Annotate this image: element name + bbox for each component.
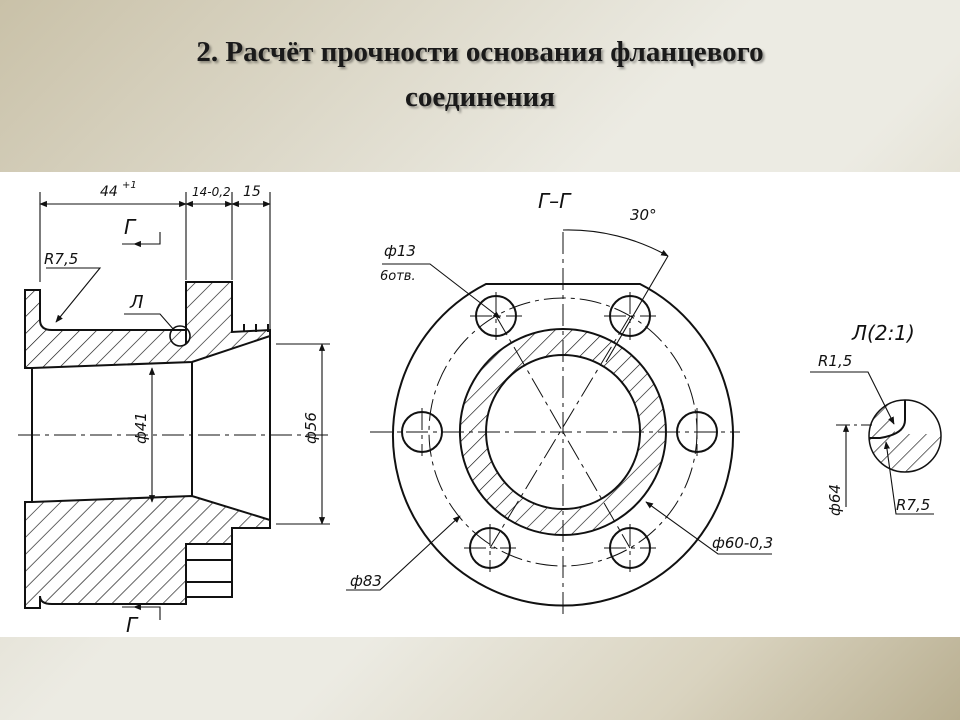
dia-41: ф41: [132, 412, 150, 444]
detail-radius-large: R7,5: [896, 496, 931, 514]
dia-60: ф60-0,3: [712, 534, 774, 552]
slide-title-line-1: 2. Расчёт прочности основания фланцевого: [196, 36, 764, 68]
hole-count: 6отв.: [380, 269, 416, 284]
dim-44: 44: [100, 184, 118, 200]
detail-label: Л(2:1): [852, 321, 915, 345]
slide-title-line-2: соединения: [405, 81, 555, 113]
detail-radius-small: R1,5: [818, 352, 853, 370]
side-view-lower-wall: [25, 496, 270, 608]
dia-83: ф83: [350, 572, 382, 590]
dim-44-tolerance: +1: [122, 180, 137, 191]
engineering-drawing-panel: [0, 172, 960, 637]
section-label: Г–Г: [538, 189, 571, 213]
dim-14: 14-0,2: [192, 185, 231, 199]
slide-title: [60, 30, 900, 120]
hole-diameter: ф13: [384, 242, 416, 260]
dim-15: 15: [243, 184, 261, 200]
engineering-drawing: [0, 172, 960, 637]
side-view-lower-step: [186, 544, 232, 597]
detail-dia-64: ф64: [826, 484, 844, 516]
section-mark-bottom: Г: [126, 613, 138, 637]
section-view: [370, 232, 740, 617]
side-view: [18, 282, 330, 608]
section-centerlines: [370, 232, 740, 617]
detail-view: [860, 400, 950, 482]
section-mark-top: Г: [124, 215, 136, 239]
angle-30: 30°: [630, 206, 657, 224]
dia-56: ф56: [302, 412, 320, 444]
radius-r75: R7,5: [44, 250, 79, 268]
side-view-upper-wall: [25, 282, 270, 368]
detail-mark: Л: [130, 292, 144, 313]
